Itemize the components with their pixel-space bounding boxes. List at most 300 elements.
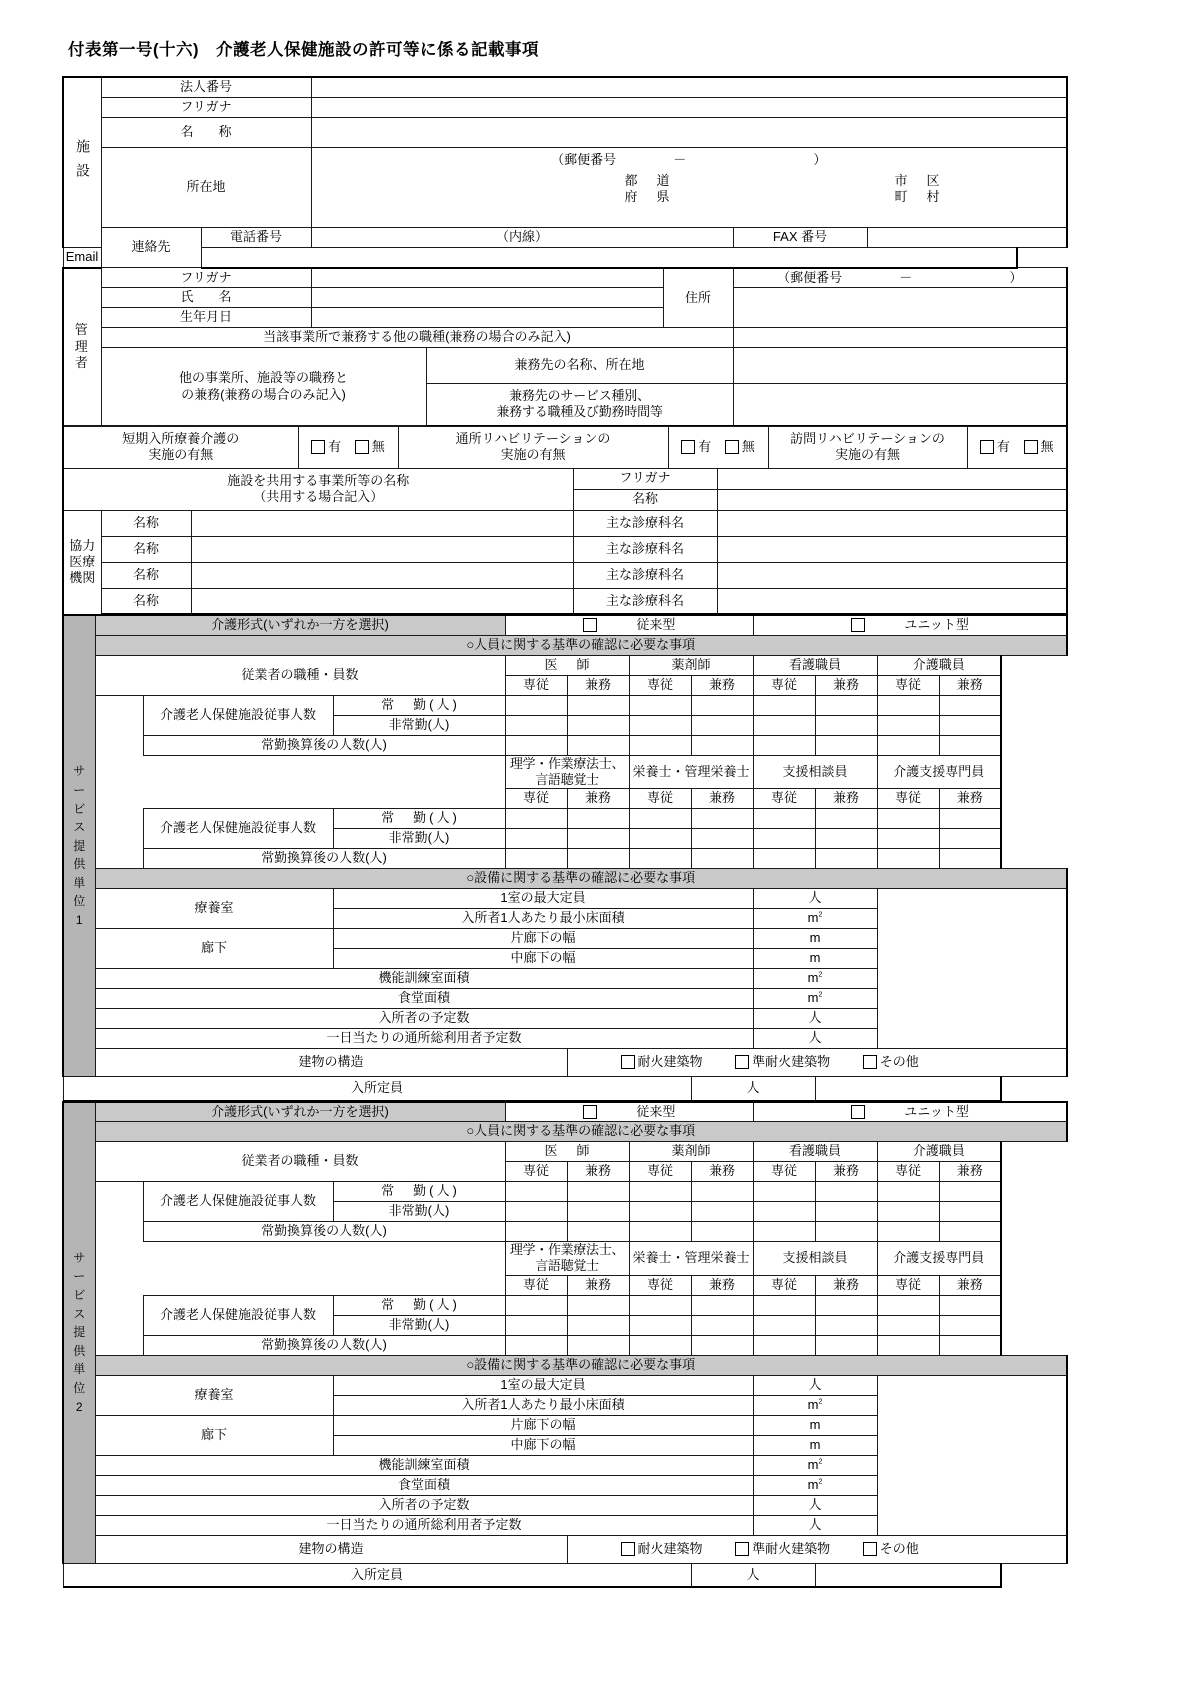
equipment-unit-sqm: $m^2$: [753, 1475, 877, 1495]
parttime-label: 非常勤(人): [333, 715, 505, 735]
checkbox-icon[interactable]: [863, 1542, 877, 1556]
equipment-label-single-corridor-width: 片廊下の幅: [333, 929, 753, 949]
capacity-value[interactable]: [815, 1077, 1001, 1101]
building-structure-options[interactable]: [567, 1535, 1067, 1563]
cell-doctor-concurrent[interactable]: [567, 1182, 629, 1202]
staff-group-care-manager: 介護支援専門員: [877, 755, 1001, 789]
city-label: 市 区 町 村: [894, 173, 943, 205]
cell-care-manager-dedicated[interactable]: [877, 1295, 939, 1315]
cell-pharmacist-dedicated[interactable]: [629, 695, 691, 715]
unit-side-char: 単: [73, 875, 86, 890]
capacity-label: 入所定員: [63, 1563, 691, 1587]
spacer: [1001, 1242, 1067, 1276]
spacer: [95, 755, 505, 789]
unit-side-label: [63, 1102, 95, 1564]
cell-dietitian-concurrent[interactable]: [691, 1295, 753, 1315]
staff-table-title: 従業者の職種・員数: [95, 655, 505, 695]
cell-therapist-concurrent[interactable]: [567, 829, 629, 849]
equipment-label-daily-users: 一日当たりの通所総利用者予定数: [95, 1515, 753, 1535]
sub-header-concurrent: 兼務: [939, 789, 1001, 809]
cell-counselor-dedicated[interactable]: [753, 1295, 815, 1315]
checkbox-icon[interactable]: [980, 440, 994, 454]
cell-therapist-dedicated[interactable]: [505, 1315, 567, 1335]
extension-label: （内線）: [496, 229, 549, 245]
unit-side-char: 供: [73, 1343, 86, 1358]
shared-furigana-label: フリガナ: [573, 468, 717, 489]
shared-name-input[interactable]: [717, 489, 1067, 510]
care-form-conventional[interactable]: [505, 615, 753, 635]
cell-fte-pharmacist-dedicated[interactable]: [629, 1222, 691, 1242]
cell-nurse-dedicated[interactable]: [753, 695, 815, 715]
cell-counselor-concurrent[interactable]: [815, 1295, 877, 1315]
sub-header-concurrent: 兼務: [691, 1275, 753, 1295]
equipment-label-single-corridor-width: 片廊下の幅: [333, 1415, 753, 1435]
day-rehab-choice[interactable]: [668, 426, 768, 468]
parttime-label: 非常勤(人): [333, 1315, 505, 1335]
cooperating-department-input[interactable]: [717, 562, 1067, 588]
cell-doctor-dedicated[interactable]: [505, 1202, 567, 1222]
short-stay-choice[interactable]: [298, 426, 398, 468]
cell-fte-nurse-concurrent[interactable]: [815, 735, 877, 755]
cell-doctor-dedicated[interactable]: [505, 695, 567, 715]
care-form-unit[interactable]: [753, 615, 1067, 635]
unit-side-char: 提: [73, 1325, 86, 1340]
cell-therapist-concurrent[interactable]: [567, 809, 629, 829]
cell-care-manager-concurrent[interactable]: [939, 1295, 1001, 1315]
cell-care-manager-dedicated[interactable]: [877, 809, 939, 829]
cell-doctor-concurrent[interactable]: [567, 1202, 629, 1222]
equipment-label-min-floor-area: 入所者1人あたり最小床面積: [333, 1395, 753, 1415]
page-title: 付表第一号(十六) 介護老人保健施設の許可等に係る記載事項: [68, 41, 539, 59]
care-form-unit[interactable]: [753, 1102, 1067, 1122]
cell-fte-care-manager-dedicated[interactable]: [877, 849, 939, 869]
building-option-other[interactable]: その他: [863, 1054, 919, 1070]
sub-header-dedicated: 専従: [877, 675, 939, 695]
equipment-group-corridor: 廊下: [95, 1415, 333, 1455]
service-units-container: [62, 614, 1123, 1588]
staff-group-caregiver: 介護職員: [877, 1142, 1001, 1162]
facility-side-label: 施設: [63, 77, 101, 248]
building-option-semi-fireproof[interactable]: 準耐火建築物: [735, 1541, 830, 1557]
building-option-semi-fireproof[interactable]: 準耐火建築物: [735, 1054, 830, 1070]
sub-header-dedicated: 専従: [877, 789, 939, 809]
sub-header-dedicated: 専従: [629, 1162, 691, 1182]
spacer: [1001, 735, 1067, 755]
spacer: [95, 1275, 505, 1295]
checkbox-icon[interactable]: [311, 440, 325, 454]
cell-doctor-dedicated[interactable]: [505, 1182, 567, 1202]
building-structure-label: 建物の構造: [95, 1535, 567, 1563]
day-rehab-yes[interactable]: 有: [681, 439, 711, 455]
cell-fte-dietitian-dedicated[interactable]: [629, 1335, 691, 1355]
cell-caregiver-concurrent[interactable]: [939, 715, 1001, 735]
sub-header-concurrent: 兼務: [815, 1275, 877, 1295]
cell-pharmacist-dedicated[interactable]: [629, 715, 691, 735]
spacer: [1001, 755, 1067, 789]
cell-caregiver-dedicated[interactable]: [877, 1182, 939, 1202]
employee-count-label: 介護老人保健施設従事人数: [143, 1295, 333, 1335]
cell-fte-pharmacist-concurrent[interactable]: [691, 1222, 753, 1242]
building-structure-label: 建物の構造: [95, 1049, 567, 1077]
staff-group-doctor: 医 師: [505, 1142, 629, 1162]
home-rehab-yes[interactable]: 有: [980, 439, 1010, 455]
cell-therapist-concurrent[interactable]: [567, 1295, 629, 1315]
manager-postal-label: （郵便番号: [777, 269, 843, 285]
cooperating-name-input[interactable]: [191, 562, 573, 588]
staff-group-counselor: 支援相談員: [753, 1242, 877, 1276]
sub-header-dedicated: 専従: [629, 1275, 691, 1295]
other-name-address-input[interactable]: [733, 348, 1067, 384]
cell-fte-counselor-concurrent[interactable]: [815, 849, 877, 869]
cell-fte-counselor-dedicated[interactable]: [753, 849, 815, 869]
cell-dietitian-dedicated[interactable]: [629, 829, 691, 849]
cooperating-name-input[interactable]: [191, 536, 573, 562]
sub-header-concurrent: 兼務: [691, 789, 753, 809]
fte-label: 常勤換算後の人数(人): [143, 735, 505, 755]
building-option-fireproof[interactable]: 耐火建築物: [621, 1541, 703, 1557]
facility-name-input[interactable]: [311, 117, 1067, 147]
cooperating-department-input[interactable]: [717, 510, 1067, 536]
capacity-value[interactable]: [815, 1563, 1001, 1587]
cell-fte-caregiver-dedicated[interactable]: [877, 735, 939, 755]
staff-group-pharmacist: 薬剤師: [629, 655, 753, 675]
cell-nurse-dedicated[interactable]: [753, 1182, 815, 1202]
sub-header-dedicated: 専従: [877, 1275, 939, 1295]
cell-caregiver-concurrent[interactable]: [939, 695, 1001, 715]
cell-counselor-concurrent[interactable]: [815, 809, 877, 829]
cell-fte-care-manager-dedicated[interactable]: [877, 1335, 939, 1355]
other-service-label: 兼務先のサービス種別、 兼務する職種及び勤務時間等: [426, 384, 733, 426]
shared-furigana-input[interactable]: [717, 468, 1067, 489]
cell-counselor-dedicated[interactable]: [753, 829, 815, 849]
checkbox-icon[interactable]: [621, 1055, 635, 1069]
day-rehab-no[interactable]: 無: [725, 439, 755, 455]
equipment-section-header: ○設備に関する基準の確認に必要な事項: [95, 1355, 1067, 1375]
cell-nurse-dedicated[interactable]: [753, 1202, 815, 1222]
cell-fte-nurse-dedicated[interactable]: [753, 735, 815, 755]
cell-caregiver-dedicated[interactable]: [877, 715, 939, 735]
cell-nurse-concurrent[interactable]: [815, 1202, 877, 1222]
cell-fte-dietitian-concurrent[interactable]: [691, 1335, 753, 1355]
spacer: [95, 1315, 143, 1335]
equipment-unit-sqm: $m^2$: [753, 909, 877, 929]
manager-furigana-label: フリガナ: [101, 268, 311, 288]
equipment-label-max-occupancy: 1室の最大定員: [333, 1375, 753, 1395]
sub-header-concurrent: 兼務: [815, 1162, 877, 1182]
cell-fte-doctor-dedicated[interactable]: [505, 1222, 567, 1242]
cell-counselor-dedicated[interactable]: [753, 1315, 815, 1335]
cell-dietitian-concurrent[interactable]: [691, 829, 753, 849]
staff-group-dietitian: 栄養士・管理栄養士: [629, 1242, 753, 1276]
cell-fte-dietitian-dedicated[interactable]: [629, 849, 691, 869]
spacer: [1001, 789, 1067, 809]
checkbox-icon[interactable]: [681, 440, 695, 454]
short-stay-no[interactable]: 無: [355, 439, 385, 455]
cooperating-name-label: 名称: [101, 536, 191, 562]
fax-label: FAX 番号: [733, 228, 867, 248]
cell-pharmacist-concurrent[interactable]: [691, 1202, 753, 1222]
cell-dietitian-concurrent[interactable]: [691, 1315, 753, 1335]
checkbox-icon[interactable]: [583, 1105, 597, 1119]
equipment-label-center-corridor-width: 中廊下の幅: [333, 949, 753, 969]
cell-therapist-concurrent[interactable]: [567, 1315, 629, 1335]
address-blank-right[interactable]: [967, 173, 1067, 206]
sub-header-concurrent: 兼務: [567, 1162, 629, 1182]
cell-fte-caregiver-concurrent[interactable]: [939, 1222, 1001, 1242]
address-free-input[interactable]: [311, 206, 1067, 228]
care-form-conventional-label: 従来型: [636, 1103, 676, 1119]
cooperating-department-input[interactable]: [717, 588, 1067, 614]
unit-side-char: 供: [73, 857, 86, 872]
cell-care-manager-concurrent[interactable]: [939, 829, 1001, 849]
manager-birthdate-input[interactable]: [311, 308, 663, 328]
cooperating-department-input[interactable]: [717, 536, 1067, 562]
spacer: [1001, 809, 1067, 829]
fax-input[interactable]: [867, 228, 1067, 248]
cell-doctor-concurrent[interactable]: [567, 715, 629, 735]
manager-name-input[interactable]: [311, 288, 663, 308]
equipment-group-corridor: 廊下: [95, 929, 333, 969]
facility-postal-row[interactable]: [311, 147, 1067, 173]
cell-doctor-concurrent[interactable]: [567, 695, 629, 715]
equipment-unit-person: 人: [753, 1375, 877, 1395]
address-blank-left[interactable]: [311, 173, 561, 206]
spacer: [1001, 1162, 1067, 1182]
unit-side-char: 位: [73, 1380, 86, 1395]
cell-fte-doctor-dedicated[interactable]: [505, 735, 567, 755]
postal-dash: －: [673, 152, 687, 168]
spacer: [1001, 1222, 1067, 1242]
phone-input[interactable]: [311, 228, 733, 248]
cooperating-name-input[interactable]: [191, 588, 573, 614]
equipment-unit-person: 人: [753, 889, 877, 909]
cell-fte-counselor-dedicated[interactable]: [753, 1335, 815, 1355]
phone-label: 電話番号: [201, 228, 311, 248]
fte-label: 常勤換算後の人数(人): [143, 1222, 505, 1242]
cell-fte-nurse-concurrent[interactable]: [815, 1222, 877, 1242]
cooperating-department-label: 主な診療科名: [573, 536, 717, 562]
staff-group-nurse: 看護職員: [753, 1142, 877, 1162]
spacer: [95, 829, 143, 849]
cell-dietitian-concurrent[interactable]: [691, 809, 753, 829]
cell-caregiver-concurrent[interactable]: [939, 1182, 1001, 1202]
unit-side-char: 1: [75, 913, 83, 928]
building-option-other[interactable]: その他: [863, 1541, 919, 1557]
fulltime-label: 常 勤(人): [333, 695, 505, 715]
sub-header-dedicated: 専従: [753, 1162, 815, 1182]
manager-name-label: 氏 名: [101, 288, 311, 308]
building-structure-options[interactable]: [567, 1049, 1067, 1077]
care-form-label: 介護形式(いずれか一方を選択): [95, 615, 505, 635]
checkbox-icon[interactable]: [355, 440, 369, 454]
cooperating-name-input[interactable]: [191, 510, 573, 536]
cell-therapist-dedicated[interactable]: [505, 809, 567, 829]
cell-caregiver-dedicated[interactable]: [877, 695, 939, 715]
sub-header-concurrent: 兼務: [567, 675, 629, 695]
cell-fte-caregiver-dedicated[interactable]: [877, 1222, 939, 1242]
care-form-conventional[interactable]: [505, 1102, 753, 1122]
cell-pharmacist-concurrent[interactable]: [691, 1182, 753, 1202]
unit-side-char: サ: [73, 1250, 86, 1265]
spacer: [95, 1242, 505, 1276]
cell-caregiver-dedicated[interactable]: [877, 1202, 939, 1222]
cell-nurse-concurrent[interactable]: [815, 695, 877, 715]
cell-counselor-concurrent[interactable]: [815, 829, 877, 849]
cell-fte-caregiver-concurrent[interactable]: [939, 735, 1001, 755]
cell-fte-doctor-concurrent[interactable]: [567, 1222, 629, 1242]
cell-pharmacist-dedicated[interactable]: [629, 1182, 691, 1202]
cell-counselor-concurrent[interactable]: [815, 1315, 877, 1335]
spacer: [1001, 1275, 1067, 1295]
spacer: [1001, 675, 1067, 695]
address-blank-mid[interactable]: [733, 173, 867, 206]
home-rehab-choice[interactable]: [967, 426, 1067, 468]
checkbox-icon[interactable]: [583, 618, 597, 632]
home-rehab-no[interactable]: 無: [1024, 439, 1054, 455]
home-rehab-label: 訪問リハビリテーションの 実施の有無: [768, 426, 967, 468]
concurrent-same-office-input[interactable]: [733, 328, 1067, 348]
equipment-unit-sqm: $m^2$: [753, 989, 877, 1009]
care-form-label: 介護形式(いずれか一方を選択): [95, 1102, 505, 1122]
short-stay-label: 短期入所療養介護の 実施の有無: [63, 426, 298, 468]
spacer: [1001, 1142, 1067, 1162]
cell-fte-care-manager-concurrent[interactable]: [939, 1335, 1001, 1355]
equipment-label-training-room-area: 機能訓練室面積: [95, 969, 753, 989]
staff-group-nurse: 看護職員: [753, 655, 877, 675]
fulltime-label: 常 勤(人): [333, 1182, 505, 1202]
facility-name-label: 名 称: [101, 117, 311, 147]
employee-count-label: 介護老人保健施設従事人数: [143, 695, 333, 735]
other-service-input[interactable]: [733, 384, 1067, 426]
equipment-value-column[interactable]: [877, 1375, 1067, 1535]
unit-side-char: ー: [73, 1269, 86, 1284]
spacer: [95, 1335, 143, 1355]
cell-pharmacist-concurrent[interactable]: [691, 715, 753, 735]
employee-count-label: 介護老人保健施設従事人数: [143, 1182, 333, 1222]
cell-dietitian-dedicated[interactable]: [629, 809, 691, 829]
spacer: [95, 715, 143, 735]
equipment-label-dining-area: 食堂面積: [95, 1475, 753, 1495]
building-option-fireproof[interactable]: 耐火建築物: [621, 1054, 703, 1070]
unit-side-char: 単: [73, 1362, 86, 1377]
cell-care-manager-dedicated[interactable]: [877, 829, 939, 849]
capacity-unit: 人: [691, 1077, 815, 1101]
cell-therapist-dedicated[interactable]: [505, 829, 567, 849]
cell-fte-dietitian-concurrent[interactable]: [691, 849, 753, 869]
cell-nurse-concurrent[interactable]: [815, 1182, 877, 1202]
cell-care-manager-dedicated[interactable]: [877, 1315, 939, 1335]
checkbox-icon[interactable]: [725, 440, 739, 454]
equipment-unit-person: 人: [753, 1495, 877, 1515]
cell-fte-pharmacist-dedicated[interactable]: [629, 735, 691, 755]
facility-furigana-input[interactable]: [311, 97, 1067, 117]
cell-care-manager-concurrent[interactable]: [939, 809, 1001, 829]
cell-fte-doctor-concurrent[interactable]: [567, 735, 629, 755]
facility-manager-table: [62, 76, 1068, 427]
cell-fte-therapist-dedicated[interactable]: [505, 849, 567, 869]
checkbox-icon[interactable]: [621, 1542, 635, 1556]
sub-header-dedicated: 専従: [629, 789, 691, 809]
sub-header-dedicated: 専従: [505, 1275, 567, 1295]
equipment-value-column[interactable]: [877, 889, 1067, 1049]
corporate-number-input[interactable]: [311, 77, 1067, 97]
cell-care-manager-concurrent[interactable]: [939, 1315, 1001, 1335]
equipment-label-training-room-area: 機能訓練室面積: [95, 1455, 753, 1475]
cell-nurse-concurrent[interactable]: [815, 715, 877, 735]
manager-address-input[interactable]: [733, 288, 1067, 328]
email-input[interactable]: [201, 248, 663, 268]
manager-furigana-input[interactable]: [311, 268, 663, 288]
checkbox-icon[interactable]: [851, 1105, 865, 1119]
sub-header-dedicated: 専従: [753, 1275, 815, 1295]
cooperating-department-label: 主な診療科名: [573, 588, 717, 614]
checkbox-icon[interactable]: [851, 618, 865, 632]
unit-side-char: ー: [73, 782, 86, 797]
cell-fte-nurse-dedicated[interactable]: [753, 1222, 815, 1242]
cell-dietitian-dedicated[interactable]: [629, 1295, 691, 1315]
residence-label: 住所: [663, 268, 733, 328]
sub-header-concurrent: 兼務: [815, 789, 877, 809]
contact-label: 連絡先: [101, 228, 201, 268]
equipment-unit-sqm: $m^2$: [753, 1455, 877, 1475]
spacer: [95, 1222, 143, 1242]
checkbox-icon[interactable]: [1024, 440, 1038, 454]
spacer: [95, 735, 143, 755]
cell-fte-pharmacist-concurrent[interactable]: [691, 735, 753, 755]
manager-postal-row[interactable]: [733, 268, 1067, 288]
spacer: [1001, 655, 1067, 675]
equipment-unit-sqm: $m^2$: [753, 969, 877, 989]
cell-pharmacist-concurrent[interactable]: [691, 695, 753, 715]
cell-fte-therapist-dedicated[interactable]: [505, 1335, 567, 1355]
short-stay-yes[interactable]: 有: [311, 439, 341, 455]
unit-side-char: ビ: [73, 801, 86, 816]
equipment-label-planned-residents: 入所者の予定数: [95, 1009, 753, 1029]
postal-close: ）: [813, 152, 827, 168]
checkbox-icon[interactable]: [735, 1542, 749, 1556]
checkbox-icon[interactable]: [863, 1055, 877, 1069]
cell-fte-counselor-concurrent[interactable]: [815, 1335, 877, 1355]
sub-header-dedicated: 専従: [505, 675, 567, 695]
cell-doctor-dedicated[interactable]: [505, 715, 567, 735]
equipment-label-min-floor-area: 入所者1人あたり最小床面積: [333, 909, 753, 929]
sub-header-concurrent: 兼務: [939, 675, 1001, 695]
fte-label: 常勤換算後の人数(人): [143, 849, 505, 869]
cell-fte-care-manager-concurrent[interactable]: [939, 849, 1001, 869]
cooperating-department-label: 主な診療科名: [573, 510, 717, 536]
cell-counselor-dedicated[interactable]: [753, 809, 815, 829]
equipment-label-daily-users: 一日当たりの通所総利用者予定数: [95, 1029, 753, 1049]
sub-header-concurrent: 兼務: [567, 789, 629, 809]
cell-pharmacist-dedicated[interactable]: [629, 1202, 691, 1222]
equipment-label-center-corridor-width: 中廊下の幅: [333, 1435, 753, 1455]
cell-therapist-dedicated[interactable]: [505, 1295, 567, 1315]
sub-header-concurrent: 兼務: [939, 1162, 1001, 1182]
staff-group-dietitian: 栄養士・管理栄養士: [629, 755, 753, 789]
equipment-label-max-occupancy: 1室の最大定員: [333, 889, 753, 909]
cell-fte-therapist-concurrent[interactable]: [567, 849, 629, 869]
cell-dietitian-dedicated[interactable]: [629, 1315, 691, 1335]
cell-nurse-dedicated[interactable]: [753, 715, 815, 735]
staff-group-pharmacist: 薬剤師: [629, 1142, 753, 1162]
spacer: [1001, 1295, 1067, 1315]
cell-caregiver-concurrent[interactable]: [939, 1202, 1001, 1222]
manager-birthdate-label: 生年月日: [101, 308, 311, 328]
service-unit-2-table: [62, 1101, 1068, 1589]
checkbox-icon[interactable]: [735, 1055, 749, 1069]
unit-side-char: ビ: [73, 1288, 86, 1303]
cell-fte-therapist-concurrent[interactable]: [567, 1335, 629, 1355]
